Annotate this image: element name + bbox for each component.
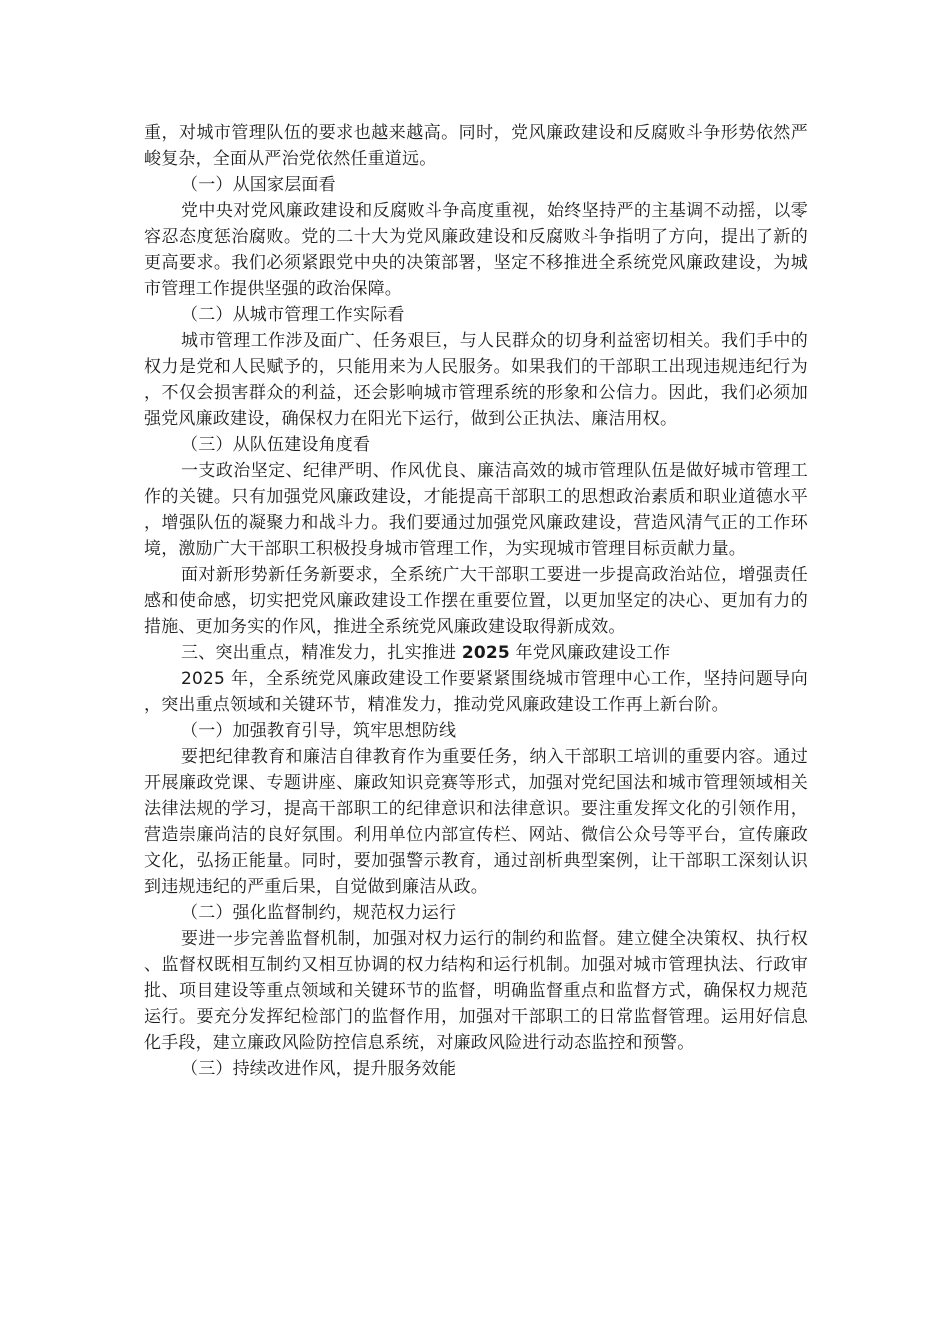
- subheading-team-building: （三）从队伍建设角度看: [181, 435, 371, 455]
- section-heading-3: [144, 640, 808, 666]
- subheading-education: （一）加强教育引导，筑牢思想防线: [181, 721, 457, 741]
- paragraph-4: 一支政治坚定、纪律严明、作风优良、廉洁高效的城市管理队伍是做好城市管理工作的关键。只有加强党风廉政建设，才能提高干部职工的思想政治素质和职业道德水平，增强队伍的凝聚力和战斗力。我们要通过加强党风廉政建设，营造风清气正的工作环境，激励广大干部职工积极投身城市管理工作，为实现城市管理目标贡献力量。: [144, 461, 808, 559]
- section-heading-year: 2025: [461, 643, 510, 663]
- paragraph-6: 2025 年，全系统党风廉政建设工作要紧紧围绕城市管理中心工作，坚持问题导向，突出重点领域和关键环节，精准发力，推动党风廉政建设工作再上新台阶。: [144, 669, 808, 715]
- paragraph-1: 重，对城市管理队伍的要求也越来越高。同时，党风廉政建设和反腐败斗争形势依然严峻复杂，全面从严治党依然任重道远。: [144, 123, 808, 169]
- subheading-supervision: （二）强化监督制约，规范权力运行: [181, 903, 457, 923]
- document-body: [144, 120, 808, 1082]
- paragraph-5: 面对新形势新任务新要求，全系统广大干部职工要进一步提高政治站位，增强责任感和使命感，切实把党风廉政建设工作摆在重要位置，以更加坚定的决心、更加有力的措施、更加务实的作风，推进全系统党风廉政建设取得新成效。: [144, 565, 808, 637]
- paragraph-7: 要把纪律教育和廉洁自律教育作为重要任务，纳入干部职工培训的重要内容。通过开展廉政党课、专题讲座、廉政知识竞赛等形式，加强对党纪国法和城市管理领域相关法律法规的学习，提高干部职工的纪律意识和法律意识。要注重发挥文化的引领作用，营造崇廉尚洁的良好氛围。利用单位内部宣传栏、网站、微信公众号等平台，宣传廉政文化，弘扬正能量。同时，要加强警示教育，通过剖析典型案例，让干部职工深刻认识到违规违纪的严重后果，自觉做到廉洁从政。: [144, 747, 808, 897]
- paragraph-8: 要进一步完善监督机制，加强对权力运行的制约和监督。建立健全决策权、执行权、监督权既相互制约又相互协调的权力结构和运行机制。加强对城市管理执法、行政审批、项目建设等重点领域和关键环节的监督，明确监督重点和监督方式，确保权力规范运行。要充分发挥纪检部门的监督作用，加强对干部职工的日常监督管理。运用好信息化手段，建立廉政风险防控信息系统，对廉政风险进行动态监控和预警。: [144, 929, 808, 1053]
- subheading-work-style: （三）持续改进作风，提升服务效能: [181, 1059, 457, 1079]
- subheading-city-management: （二）从城市管理工作实际看: [181, 305, 405, 325]
- section-heading-prefix: 三、突出重点，精准发力，扎实推进: [181, 643, 462, 663]
- subheading-national-level: （一）从国家层面看: [181, 175, 336, 195]
- paragraph-2: 党中央对党风廉政建设和反腐败斗争高度重视，始终坚持严的主基调不动摇，以零容忍态度惩治腐败。党的二十大为党风廉政建设和反腐败斗争指明了方向，提出了新的更高要求。我们必须紧跟党中央的决策部署，坚定不移推进全系统党风廉政建设，为城市管理工作提供坚强的政治保障。: [144, 201, 808, 299]
- section-heading-suffix: 年党风廉政建设工作: [509, 643, 671, 663]
- paragraph-3: 城市管理工作涉及面广、任务艰巨，与人民群众的切身利益密切相关。我们手中的权力是党和人民赋予的，只能用来为人民服务。如果我们的干部职工出现违规违纪行为，不仅会损害群众的利益，还会影响城市管理系统的形象和公信力。因此，我们必须加强党风廉政建设，确保权力在阳光下运行，做到公正执法、廉洁用权。: [144, 331, 808, 429]
